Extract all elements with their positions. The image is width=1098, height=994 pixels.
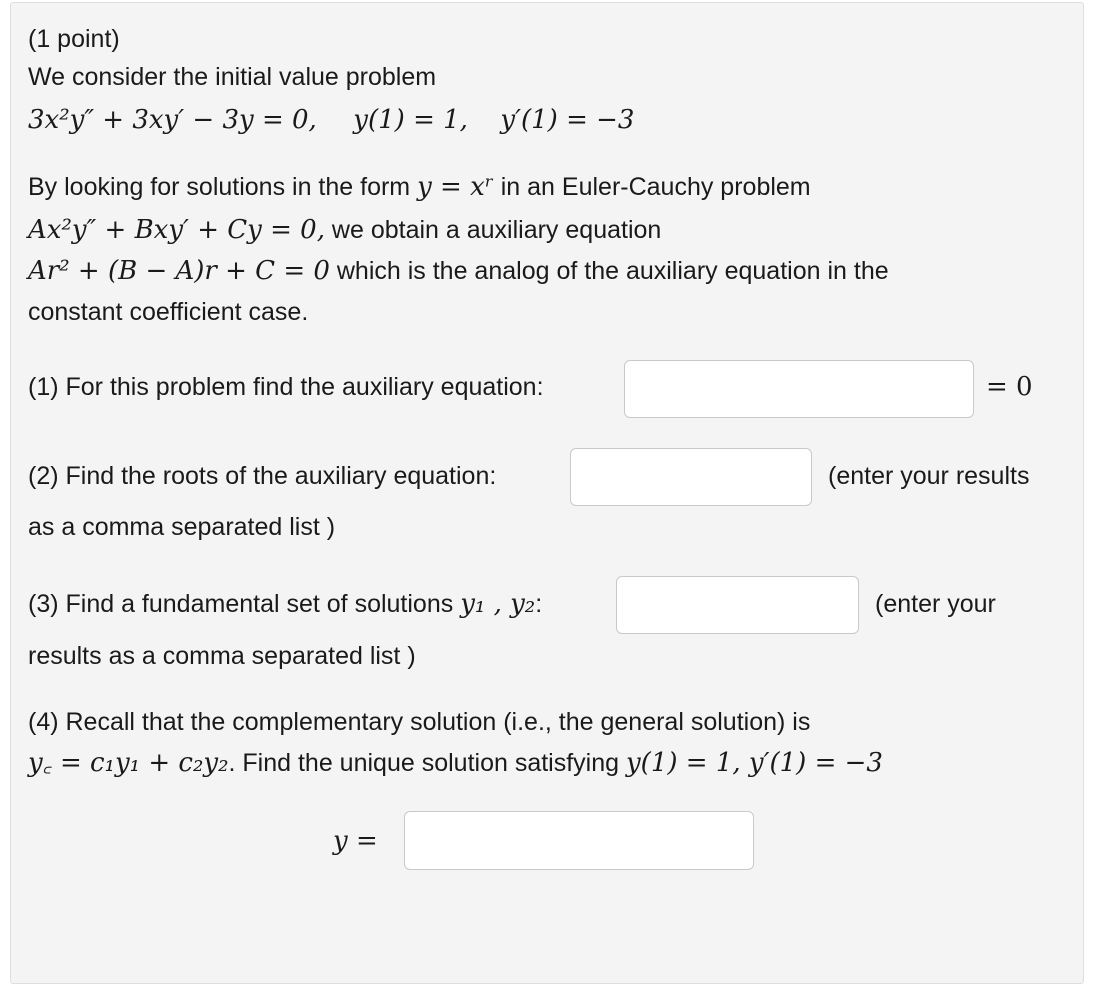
desc-line-2 [28,215,661,245]
roots-input[interactable] [570,448,812,506]
desc-line-3 [28,256,889,286]
q3-label-text: (3) Find a fundamental set of solutions [28,590,454,618]
desc-line2-text: we obtain a auxiliary equation [331,216,662,244]
q1-label: (1) For this problem find the auxiliary equation: [28,373,544,401]
desc-line1-math: y = xʳ [417,172,494,202]
q3-colon: : [535,590,543,618]
q4-line-1: (4) Recall that the complementary solution (i.e., the general solution) is [28,708,811,736]
unique-solution-input[interactable] [404,811,754,870]
ivp-condition-2: y′(1) = −3 [500,105,635,135]
desc-line-4: constant coefficient case. [28,298,309,326]
desc-line2-math: Ax²y″ + Bxy′ + Cy = 0, [28,215,325,245]
desc-line1-post: in an Euler-Cauchy problem [500,173,811,201]
q4-cond-math: y(1) = 1, y′(1) = −3 [625,748,883,778]
q3-suffix: (enter your [875,590,996,618]
point-label: (1 point) [28,25,120,53]
q4-line2-text: . Find the unique solution satisfying [228,749,620,777]
q4-line-2 [28,748,883,778]
q3-continuation: results as a comma separated list ) [28,642,416,670]
q2-suffix: (enter your results [828,462,1030,490]
q3-label [28,589,542,619]
desc-line3-math: Ar² + (B − A)r + C = 0 [28,256,330,286]
desc-line-1 [28,172,811,202]
fundamental-set-input[interactable] [616,576,859,634]
auxiliary-equation-input[interactable] [624,360,974,418]
ivp-ode: 3x²y″ + 3xy′ − 3y = 0, [28,105,317,135]
desc-line1-pre: By looking for solutions in the form [28,173,411,201]
ivp-equation [28,104,634,135]
desc-line3-text: which is the analog of the auxiliary equation in the [336,257,889,285]
ivp-condition-1: y(1) = 1, [353,105,468,135]
q2-label: (2) Find the roots of the auxiliary equation: [28,462,497,490]
q2-continuation: as a comma separated list ) [28,513,336,541]
intro-text: We consider the initial value problem [28,63,437,91]
q4-comp-math: y꜀ = c₁y₁ + c₂y₂ [28,748,229,778]
q3-vars: y₁ , y₂ [460,589,536,619]
y-equals-label: y = [333,826,378,856]
q1-equals-zero: = 0 [986,372,1033,402]
